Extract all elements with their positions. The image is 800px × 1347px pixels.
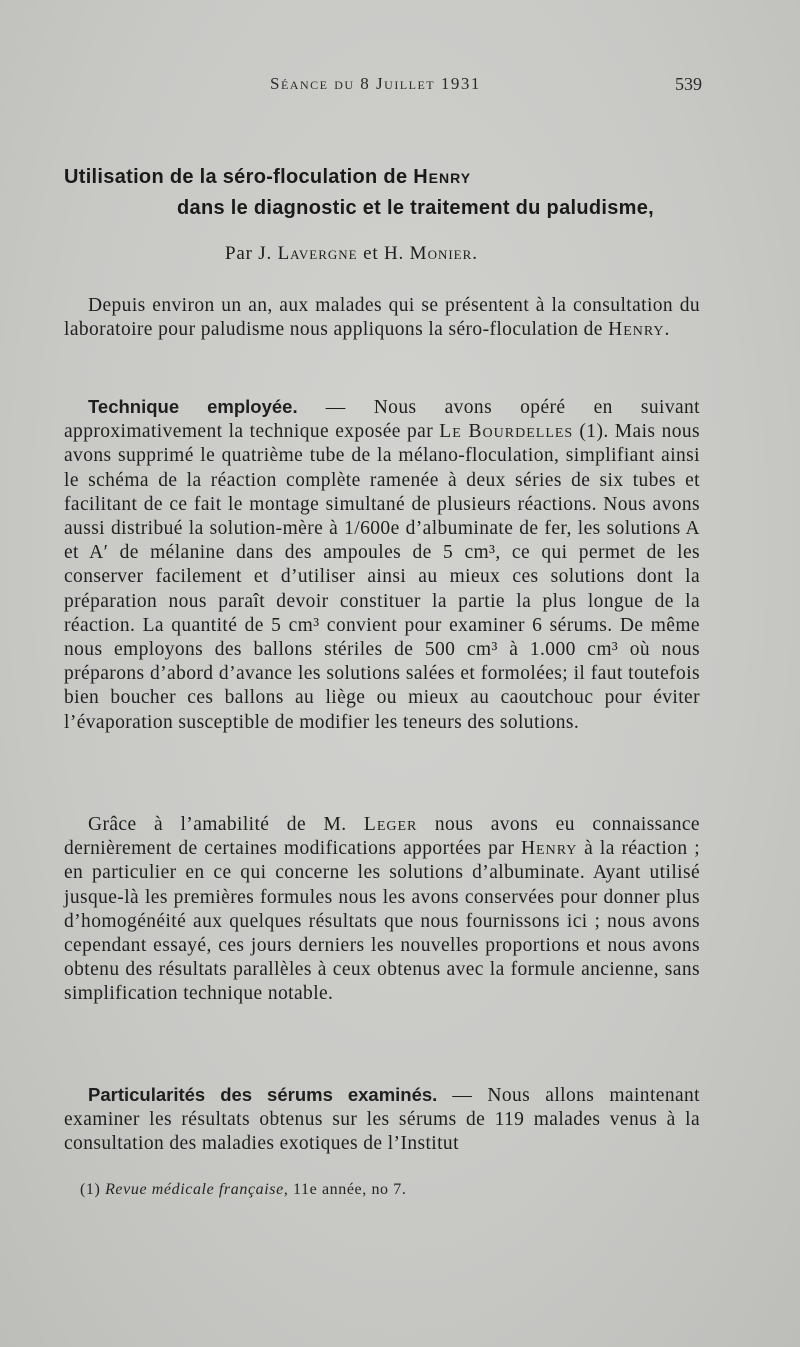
- cited-name: Leger: [363, 814, 418, 835]
- running-head: Séance du 8 Juillet 1931: [270, 74, 481, 93]
- title-author-name: Henry: [413, 166, 472, 188]
- page-number: 539: [675, 74, 702, 94]
- author-lavergne: Lavergne: [277, 243, 358, 264]
- author-monier: Monier: [409, 243, 473, 264]
- author-line: [225, 243, 478, 265]
- footnote-journal: Revue médicale française: [105, 1181, 284, 1198]
- paragraph-technique: [64, 395, 700, 735]
- article-title-line-2: dans le diagnostic et le traitement du paludisme,: [177, 197, 655, 219]
- paragraph-text: à la réaction ; en particulier en ce qui concerne les solutions d’albuminate. Ayant utilisé jusque-là les premières formules nous les avons conservées pour donner plus d’homogénéité aux quelques résultats que nous fournissons ici ; nous avons cependant essayé, ces jours derniers les nouvelles proportions et nous avons obtenu des résultats parallèles à ceux obtenus avec la formule ancienne, sans simplification technique notable.: [64, 838, 701, 1005]
- paragraph-text: Grâce à l’amabilité de M.: [88, 814, 364, 835]
- cited-name: Le Bourdelles: [439, 421, 574, 443]
- paragraph-particularites: [64, 1083, 700, 1157]
- footnote-marker: (1): [80, 1181, 106, 1198]
- authors-suffix: .: [472, 243, 478, 264]
- paragraph-text: .: [664, 319, 670, 341]
- footnote-details: , 11e année, no 7.: [283, 1181, 407, 1198]
- section-heading-technique: Technique employée.: [88, 396, 298, 417]
- cited-name: Henry: [520, 838, 578, 860]
- authors-mid: et H.: [357, 243, 410, 264]
- authors-prefix: Par J.: [225, 243, 278, 264]
- section-heading-particularites: Particularités des sérums examinés.: [88, 1084, 438, 1105]
- title-text: Utilisation de la séro-floculation de: [64, 166, 414, 188]
- paragraph-text: — Nous avons opéré en suivant approximativement la technique exposée par: [64, 397, 701, 443]
- cited-name: Henry: [608, 319, 665, 341]
- article-title-line-1: [64, 166, 471, 189]
- paragraph-intro: [64, 294, 700, 342]
- paragraph-text: (1). Mais nous avons supprimé le quatrième tube de la mélano-floculation, simplifiant ainsi le schéma de la réaction complète ramenée à deux séries de six tubes et facilitant de ce fait le montage simultané de plusieurs réactions. Nous avons aussi distribué la solution-mère à 1/600e d’albuminate de fer, les solutions A et A′ de mélanine dans des ampoules de 5 cm³, ce qui permet de les conserver facilement et d’utiliser ainsi au mieux ces solutions dont la préparation nous paraît devoir constituer la partie la plus longue de la réaction. La quantité de 5 cm³ convient pour examiner 6 sérums. De même nous employons des ballons stériles de 500 cm³ à 1.000 cm³ où nous préparons d’abord d’avance les solutions salées et formolées; il faut toutefois bien boucher ces ballons au liège ou mieux au caoutchouc pour éviter l’évaporation susceptible de modifier les teneurs des solutions.: [64, 421, 701, 733]
- footnote: [80, 1181, 406, 1199]
- paragraph-text: — Nous allons maintenant examiner les résultats obtenus sur les sérums de 119 malades venus à la consultation des maladies exotiques de l’Institut: [64, 1085, 700, 1155]
- paragraph-text: nous avons eu connaissance dernièrement de certaines modifications apportées par: [64, 814, 700, 860]
- paragraph-modifications: [64, 813, 700, 1007]
- paragraph-text: Depuis environ un an, aux malades qui se présentent à la consultation du laboratoire pour paludisme nous appliquons la séro-floculation de: [64, 295, 700, 341]
